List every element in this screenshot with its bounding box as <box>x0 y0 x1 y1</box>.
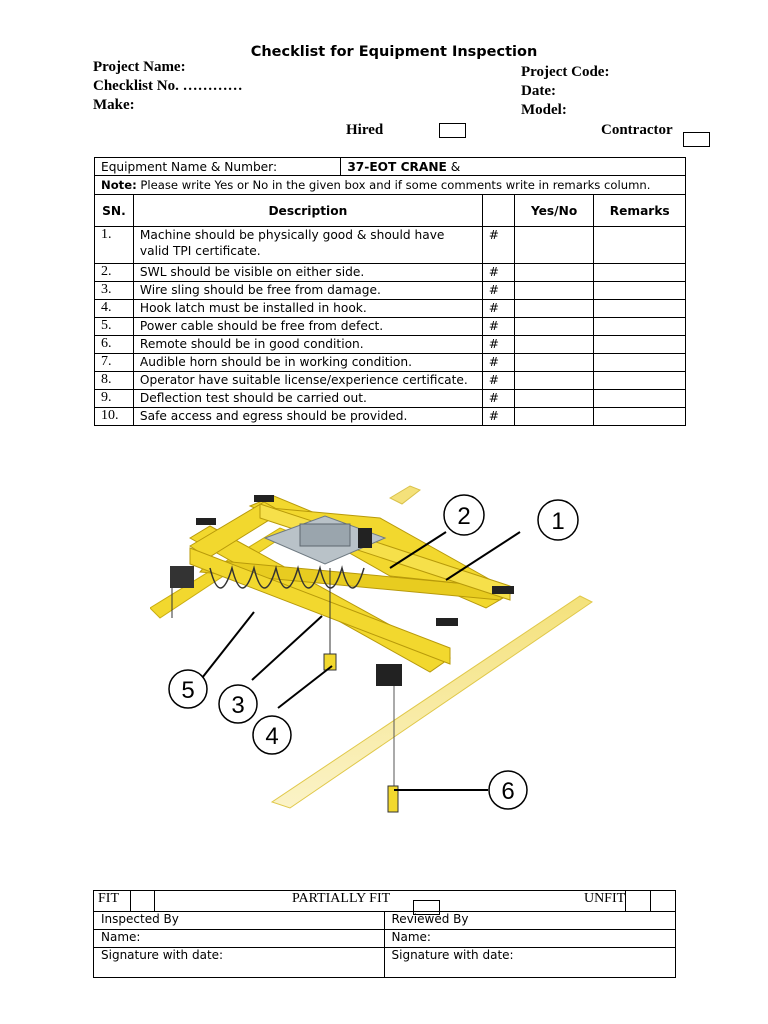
table-header-row <box>95 195 686 227</box>
yes-no-field[interactable] <box>514 372 594 390</box>
remarks-field[interactable] <box>594 318 686 336</box>
right-rail <box>272 596 592 808</box>
note-cell <box>95 176 686 195</box>
end-motor <box>170 566 194 588</box>
row-mark: # <box>482 372 514 390</box>
remarks-field[interactable] <box>594 282 686 300</box>
checklist-rows <box>95 227 686 426</box>
callout-3 <box>219 685 257 723</box>
reviewer-signature-label: Signature with date: <box>391 948 514 962</box>
row-mark: # <box>482 390 514 408</box>
unfit-checkbox[interactable] <box>626 891 651 912</box>
bumper-4 <box>436 618 458 626</box>
bumper-2 <box>254 495 274 502</box>
pendant-hoist <box>376 664 402 686</box>
yes-no-field[interactable] <box>514 282 594 300</box>
row-description: Operator have suitable license/experience certificate. <box>133 372 482 390</box>
col-header-sn: SN. <box>95 195 134 227</box>
row-description: Wire sling should be free from damage. <box>133 282 482 300</box>
callout-6-label: 6 <box>501 778 515 805</box>
table-row <box>95 336 686 354</box>
inspector-signature-field[interactable] <box>94 948 385 978</box>
table-row <box>95 354 686 372</box>
row-mark: # <box>482 300 514 318</box>
row-description: Remote should be in good condition. <box>133 336 482 354</box>
callout-4 <box>253 716 291 754</box>
callout-2 <box>444 495 484 535</box>
equipment-value: 37-EOT CRANE <box>347 159 447 174</box>
callout-line-1 <box>446 532 520 580</box>
row-mark: # <box>482 282 514 300</box>
sn: 3. <box>95 282 134 300</box>
project-name-label: Project Name: <box>93 59 186 75</box>
equipment-suffix: & <box>446 159 461 174</box>
row-description: Power cable should be free from defect. <box>133 318 482 336</box>
table-row <box>95 282 686 300</box>
signoff-table <box>93 911 676 978</box>
sn: 9. <box>95 390 134 408</box>
fit-checkbox[interactable] <box>130 891 154 912</box>
sn: 4. <box>95 300 134 318</box>
remarks-field[interactable] <box>594 300 686 318</box>
far-rail <box>390 486 420 504</box>
fitness-table <box>93 890 676 912</box>
col-header-remarks: Remarks <box>594 195 686 227</box>
row-mark: # <box>482 354 514 372</box>
reviewer-name-field[interactable] <box>384 930 676 948</box>
row-mark: # <box>482 336 514 354</box>
inspector-name-field[interactable] <box>94 930 385 948</box>
equipment-value-cell[interactable] <box>341 158 686 176</box>
inspector-name-label: Name: <box>101 930 141 944</box>
table-row <box>95 390 686 408</box>
callout-5 <box>169 670 207 708</box>
row-description: SWL should be visible on either side. <box>133 264 482 282</box>
eot-crane-diagram <box>150 468 600 823</box>
remarks-field[interactable] <box>594 390 686 408</box>
callout-line-4 <box>278 666 332 708</box>
remarks-field[interactable] <box>594 227 686 264</box>
callout-1 <box>538 500 578 540</box>
sn: 5. <box>95 318 134 336</box>
reviewer-signature-field[interactable] <box>384 948 676 978</box>
sn: 8. <box>95 372 134 390</box>
yes-no-field[interactable] <box>514 354 594 372</box>
unfit-label: UNFIT <box>583 891 626 906</box>
bumper-3 <box>492 586 514 594</box>
row-mark: # <box>482 264 514 282</box>
sn: 1. <box>95 227 134 264</box>
sn: 7. <box>95 354 134 372</box>
note-text: Please write Yes or No in the given box and if some comments write in remarks column. <box>136 178 651 192</box>
hired-checkbox[interactable] <box>439 123 466 138</box>
remarks-field[interactable] <box>594 354 686 372</box>
table-row <box>95 300 686 318</box>
date-label: Date: <box>521 83 556 99</box>
yes-no-field[interactable] <box>514 227 594 264</box>
contractor-checkbox[interactable] <box>683 132 710 147</box>
row-description: Deflection test should be carried out. <box>133 390 482 408</box>
callout-line-5 <box>202 612 254 678</box>
note-row <box>95 176 686 195</box>
yes-no-field[interactable] <box>514 390 594 408</box>
callout-line-3 <box>252 616 322 680</box>
col-header-yes-no: Yes/No <box>514 195 594 227</box>
fit-label: FIT <box>94 891 131 912</box>
partially-fit-label: PARTIALLY FIT <box>291 891 391 906</box>
checklist-table <box>94 157 686 426</box>
callout-5-label: 5 <box>181 677 195 704</box>
remarks-field[interactable] <box>594 336 686 354</box>
sn: 10. <box>95 408 134 426</box>
bumper-1 <box>196 518 216 525</box>
yes-no-field[interactable] <box>514 408 594 426</box>
unfit-extra-cell <box>651 891 676 912</box>
page-title: Checklist for Equipment Inspection <box>250 44 538 60</box>
callout-3-label: 3 <box>231 692 245 719</box>
hoist-motor <box>300 524 350 546</box>
yes-no-field[interactable] <box>514 264 594 282</box>
yes-no-field[interactable] <box>514 336 594 354</box>
table-row <box>95 227 686 264</box>
inspected-by-label: Inspected By <box>94 912 385 930</box>
checklist-no-label: Checklist No. ………… <box>93 78 243 94</box>
yes-no-field[interactable] <box>514 300 594 318</box>
row-mark: # <box>482 227 514 264</box>
note-label: Note: <box>101 178 137 192</box>
row-mark: # <box>482 408 514 426</box>
table-row <box>95 408 686 426</box>
col-header-description: Description <box>133 195 482 227</box>
callout-1-label: 1 <box>551 508 565 535</box>
make-label: Make: <box>93 97 135 113</box>
hoist-gearbox <box>358 528 372 548</box>
callout-4-label: 4 <box>265 723 279 750</box>
row-mark: # <box>482 318 514 336</box>
inspector-signature-label: Signature with date: <box>101 948 224 962</box>
sn: 2. <box>95 264 134 282</box>
yes-no-field[interactable] <box>514 318 594 336</box>
row-description: Audible horn should be in working condition. <box>133 354 482 372</box>
project-code-label: Project Code: <box>521 64 610 80</box>
table-row <box>95 318 686 336</box>
model-label: Model: <box>521 102 567 118</box>
table-row <box>95 372 686 390</box>
callout-6 <box>489 771 527 809</box>
equipment-row <box>95 158 686 176</box>
row-description: Safe access and egress should be provided. <box>133 408 482 426</box>
equipment-label: Equipment Name & Number: <box>95 158 341 176</box>
col-header-mark <box>482 195 514 227</box>
table-row <box>95 264 686 282</box>
remarks-field[interactable] <box>594 264 686 282</box>
remarks-field[interactable] <box>594 372 686 390</box>
remarks-field[interactable] <box>594 408 686 426</box>
reviewed-by-label: Reviewed By <box>384 912 676 930</box>
row-description: Machine should be physically good & should have valid TPI certificate. <box>133 227 482 264</box>
sn: 6. <box>95 336 134 354</box>
reviewer-name-label: Name: <box>391 930 431 944</box>
callout-2-label: 2 <box>457 503 471 530</box>
partially-fit-cell <box>154 891 625 912</box>
hired-label: Hired <box>346 122 384 138</box>
contractor-label: Contractor <box>601 122 673 138</box>
row-description: Hook latch must be installed in hook. <box>133 300 482 318</box>
